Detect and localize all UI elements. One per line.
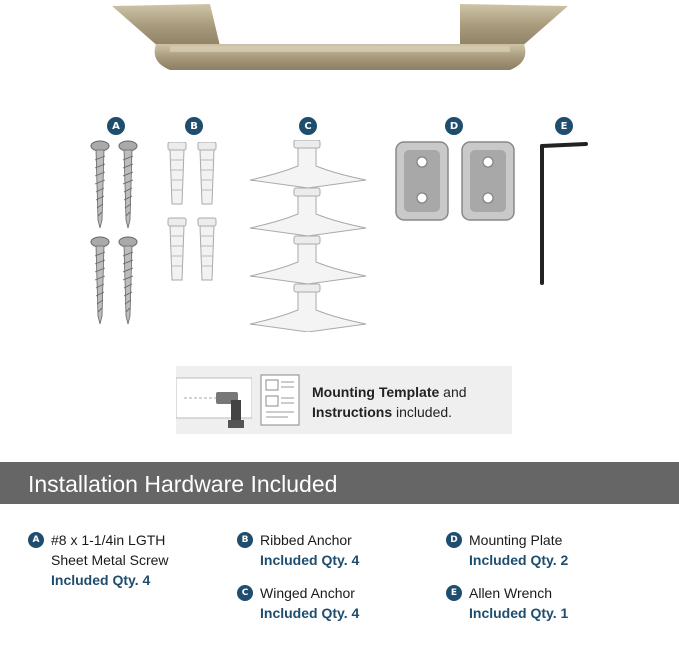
legend-d-qty: Included Qty. 2 [469, 552, 569, 568]
winged-anchors-image [246, 140, 370, 332]
template-caption-rest-2: included. [392, 404, 453, 420]
legend-item-c [260, 583, 359, 623]
template-box [176, 366, 512, 434]
instructions-sheet-icon [260, 374, 300, 426]
legend-a-line2: Sheet Metal Screw [51, 552, 169, 568]
badge-d: D [445, 117, 463, 135]
legend-c-qty: Included Qty. 4 [260, 605, 360, 621]
allen-wrench-image [536, 138, 592, 288]
legend-item-e [469, 583, 568, 623]
legend-d-line1: Mounting Plate [469, 532, 563, 548]
ribbed-anchors-image [164, 142, 226, 292]
legend-badge-e: E [446, 585, 462, 601]
badge-a: A [107, 117, 125, 135]
legend-badge-c: C [237, 585, 253, 601]
legend-a-qty: Included Qty. 4 [51, 572, 151, 588]
legend-c-line1: Winged Anchor [260, 585, 355, 601]
template-caption-bold-1: Mounting Template [312, 384, 440, 400]
drill-illustration-icon [176, 370, 252, 432]
legend-item-b [260, 530, 359, 570]
legend-e-line1: Allen Wrench [469, 585, 553, 601]
template-caption-rest-1: and [439, 384, 467, 400]
legend-b-qty: Included Qty. 4 [260, 552, 360, 568]
legend-item-a [51, 530, 169, 590]
section-banner: Installation Hardware Included [0, 462, 679, 504]
legend-b-line1: Ribbed Anchor [260, 532, 352, 548]
legend-item-d [469, 530, 568, 570]
legend-badge-d: D [446, 532, 462, 548]
legend-badge-b: B [237, 532, 253, 548]
legend [0, 504, 679, 645]
badge-e: E [555, 117, 573, 135]
legend-a-line1: #8 x 1-1/4in LGTH [51, 532, 166, 548]
template-caption [312, 382, 467, 422]
badge-b: B [185, 117, 203, 135]
template-caption-bold-2: Instructions [312, 404, 393, 420]
screws-image [88, 140, 148, 330]
cabinet-pull-image [100, 0, 580, 80]
legend-e-qty: Included Qty. 1 [469, 605, 569, 621]
mounting-plates-image [394, 140, 518, 222]
legend-badge-a: A [28, 532, 44, 548]
badge-c: C [299, 117, 317, 135]
